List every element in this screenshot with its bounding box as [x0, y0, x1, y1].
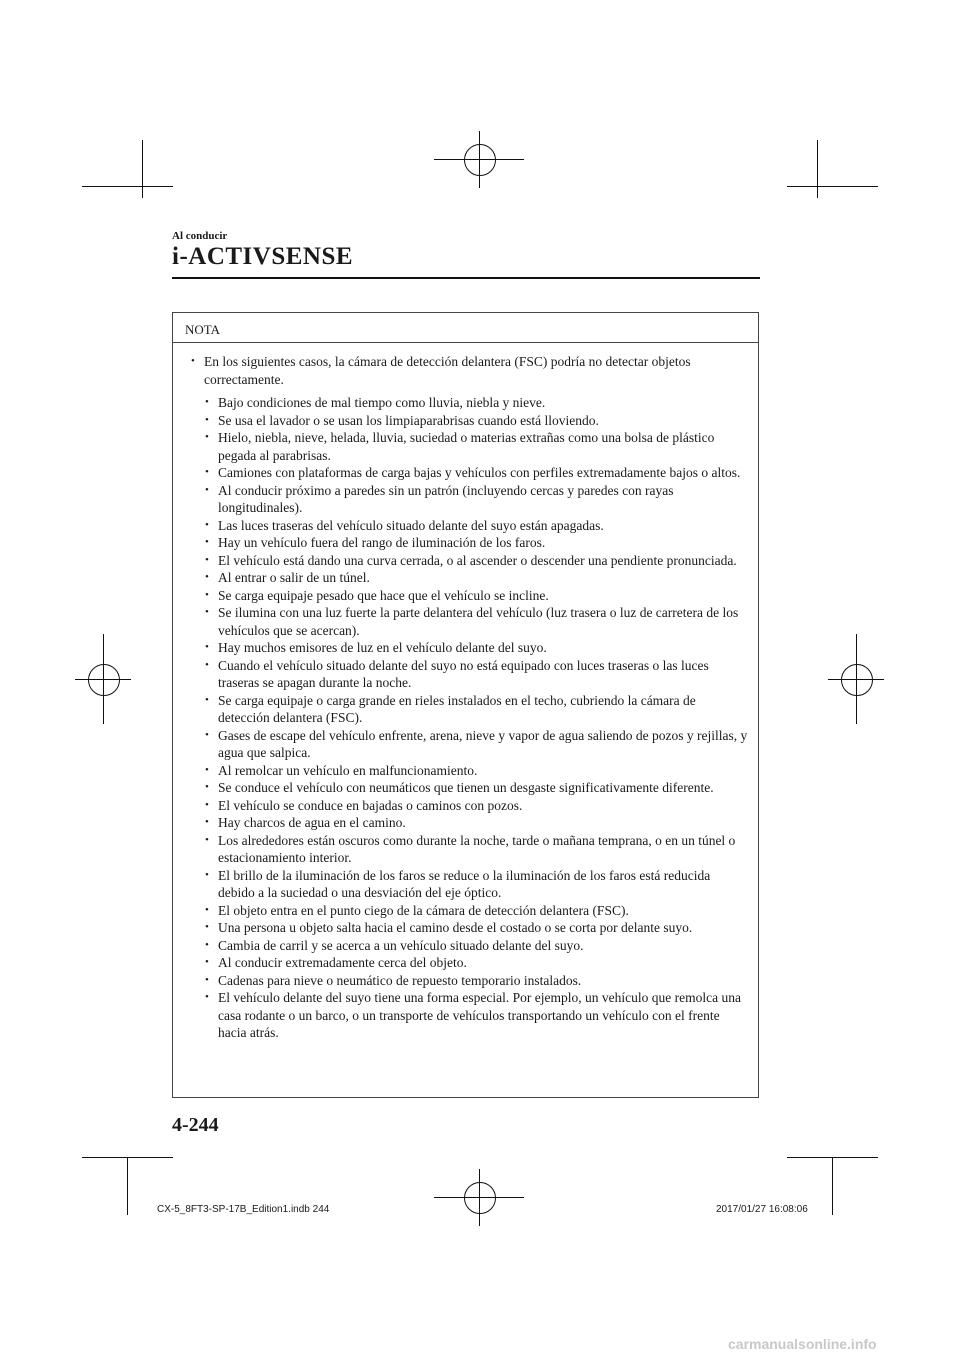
bullet-icon: •	[205, 536, 209, 548]
bullet-icon: •	[205, 798, 209, 811]
bullet-icon: •	[205, 903, 209, 916]
condition-item	[187, 552, 748, 570]
note-heading: NOTA	[173, 313, 758, 343]
note-box	[172, 312, 759, 1098]
note-intro-item	[187, 353, 748, 388]
bullet-icon: •	[205, 483, 209, 496]
file-info: CX-5_8FT3-SP-17B_Edition1.indb 244	[157, 1204, 330, 1215]
condition-text: Bajo condiciones de mal tiempo como lluvia, niebla y nieve.	[218, 395, 546, 410]
crop-mark	[103, 634, 104, 724]
bullet-icon: •	[205, 518, 209, 531]
registration-target	[464, 1182, 496, 1214]
crop-mark	[787, 186, 878, 187]
bullet-icon: •	[205, 641, 209, 653]
bullet-icon: •	[191, 355, 195, 367]
watermark: carmanualsonline.info	[728, 1336, 877, 1352]
registration-target	[88, 664, 120, 696]
bullet-icon: •	[205, 571, 209, 583]
condition-text: Cuando el vehículo situado delante del suyo no está equipado con luces traseras o las luces traseras se apagan durante la noche.	[218, 657, 709, 690]
registration-target	[841, 664, 873, 696]
title-rule	[172, 277, 760, 279]
condition-text: Al remolcar un vehículo en malfuncionamiento.	[218, 762, 478, 778]
condition-text: Hay charcos de agua en el camino.	[218, 815, 406, 830]
condition-item	[187, 429, 748, 464]
condition-item	[187, 569, 748, 587]
bullet-icon: •	[205, 553, 209, 566]
condition-text: El brillo de la iluminación de los faros se reduce o la iluminación de los faros está reducida debido a la suciedad o una desviación del eje óptico.	[218, 867, 711, 900]
condition-text: Cambia de carril y se acerca a un vehículo situado delante del suyo.	[218, 937, 584, 953]
condition-item	[187, 779, 748, 797]
condition-item	[187, 657, 748, 692]
condition-text: Se conduce el vehículo con neumáticos que tienen un desgaste significativamente diferente.	[218, 780, 714, 795]
bullet-icon: •	[205, 973, 209, 986]
condition-text: Hay un vehículo fuera del rango de iluminación de los faros.	[218, 535, 546, 550]
condition-text: Gases de escape del vehículo enfrente, arena, nieve y vapor de agua saliendo de pozos y rejillas, y agua que salpica.	[218, 727, 748, 760]
note-body	[173, 343, 758, 1042]
bullet-icon: •	[205, 431, 209, 443]
print-timestamp: 2017/01/27 16:08:06	[716, 1204, 808, 1215]
bullet-icon: •	[205, 833, 209, 846]
condition-text: Se ilumina con una luz fuerte la parte delantera del vehículo (luz trasera o luz de carretera de los vehículos que se acercan).	[218, 605, 739, 638]
bullet-icon: •	[205, 413, 209, 426]
crop-mark	[142, 140, 143, 198]
crop-mark	[856, 634, 857, 724]
condition-list	[187, 394, 748, 1042]
crop-mark	[817, 140, 818, 198]
bullet-icon: •	[205, 658, 209, 671]
condition-text: Al entrar o salir de un túnel.	[218, 570, 370, 585]
condition-text: El vehículo se conduce en bajadas o caminos con pozos.	[218, 797, 523, 813]
condition-text: Los alrededores están oscuros como durante la noche, tarde o mañana temprana, o en un túnel o estacionamiento interior.	[218, 832, 736, 865]
crop-mark	[787, 1157, 878, 1158]
condition-text: Se carga equipaje o carga grande en rieles instalados en el techo, cubriendo la cámara de detección delantera (FSC).	[218, 692, 696, 725]
condition-text: Al conducir extremadamente cerca del objeto.	[218, 955, 467, 970]
condition-text: Una persona u objeto salta hacia el camino desde el costado o se corta por delante suyo.	[218, 920, 693, 935]
condition-text: Hay muchos emisores de luz en el vehículo delante del suyo.	[218, 640, 547, 655]
condition-item	[187, 937, 748, 955]
condition-item	[187, 832, 748, 867]
page-title: i-ACTIVSENSE	[172, 243, 354, 270]
condition-text: Se usa el lavador o se usan los limpiaparabrisas cuando está lloviendo.	[218, 412, 599, 428]
registration-target	[464, 144, 496, 176]
condition-text: El vehículo delante del suyo tiene una forma especial. Por ejemplo, un vehículo que remolca una casa rodante o un barco, o un transporte de vehículos transportando un vehículo con el frente hacia atrás.	[218, 990, 741, 1040]
bullet-icon: •	[205, 816, 209, 828]
bullet-icon: •	[205, 956, 209, 968]
condition-item	[187, 464, 748, 482]
condition-text: Las luces traseras del vehículo situado delante del suyo están apagadas.	[218, 517, 604, 533]
bullet-icon: •	[205, 938, 209, 951]
bullet-icon: •	[205, 466, 209, 478]
condition-item	[187, 797, 748, 815]
condition-item	[187, 867, 748, 902]
bullet-icon: •	[205, 991, 209, 1003]
condition-item	[187, 989, 748, 1042]
bullet-icon: •	[205, 588, 209, 601]
condition-item	[187, 517, 748, 535]
condition-item	[187, 954, 748, 972]
crop-mark	[479, 1169, 480, 1226]
condition-item	[187, 587, 748, 605]
condition-text: El vehículo está dando una curva cerrada, o al ascender o descender una pendiente pronunciada.	[218, 552, 737, 568]
note-intro-text: En los siguientes casos, la cámara de detección delantera (FSC) podría no detectar objetos correctamente.	[204, 354, 691, 387]
crop-mark	[127, 1157, 128, 1215]
condition-text: El objeto entra en el punto ciego de la cámara de detección delantera (FSC).	[218, 902, 629, 918]
condition-item	[187, 692, 748, 727]
bullet-icon: •	[205, 693, 209, 706]
condition-text: Camiones con plataformas de carga bajas y vehículos con perfiles extremadamente bajos o altos.	[218, 465, 741, 480]
condition-item	[187, 762, 748, 780]
bullet-icon: •	[205, 728, 209, 741]
condition-item	[187, 482, 748, 517]
page-number: 4-244	[172, 1114, 219, 1136]
condition-text: Se carga equipaje pesado que hace que el vehículo se incline.	[218, 587, 549, 603]
condition-item	[187, 394, 748, 412]
condition-item	[187, 412, 748, 430]
crop-mark	[82, 186, 173, 187]
bullet-icon: •	[205, 606, 209, 618]
crop-mark	[479, 131, 480, 188]
condition-item	[187, 534, 748, 552]
condition-item	[187, 902, 748, 920]
bullet-icon: •	[205, 763, 209, 776]
condition-item	[187, 639, 748, 657]
condition-text: Hielo, niebla, nieve, helada, lluvia, suciedad o materias extrañas como una bolsa de plástico pegada al parabrisas.	[218, 430, 715, 463]
bullet-icon: •	[205, 396, 209, 408]
bullet-icon: •	[205, 868, 209, 881]
bullet-icon: •	[205, 781, 209, 793]
crop-mark	[832, 1157, 833, 1215]
condition-item	[187, 604, 748, 639]
condition-text: Cadenas para nieve o neumático de repuesto temporario instalados.	[218, 972, 582, 988]
section-label: Al conducir	[172, 230, 228, 242]
condition-item	[187, 972, 748, 990]
bullet-icon: •	[205, 921, 209, 933]
condition-item	[187, 814, 748, 832]
condition-item	[187, 727, 748, 762]
condition-item	[187, 919, 748, 937]
condition-text: Al conducir próximo a paredes sin un patrón (incluyendo cercas y paredes con rayas longitudinales).	[218, 482, 674, 515]
